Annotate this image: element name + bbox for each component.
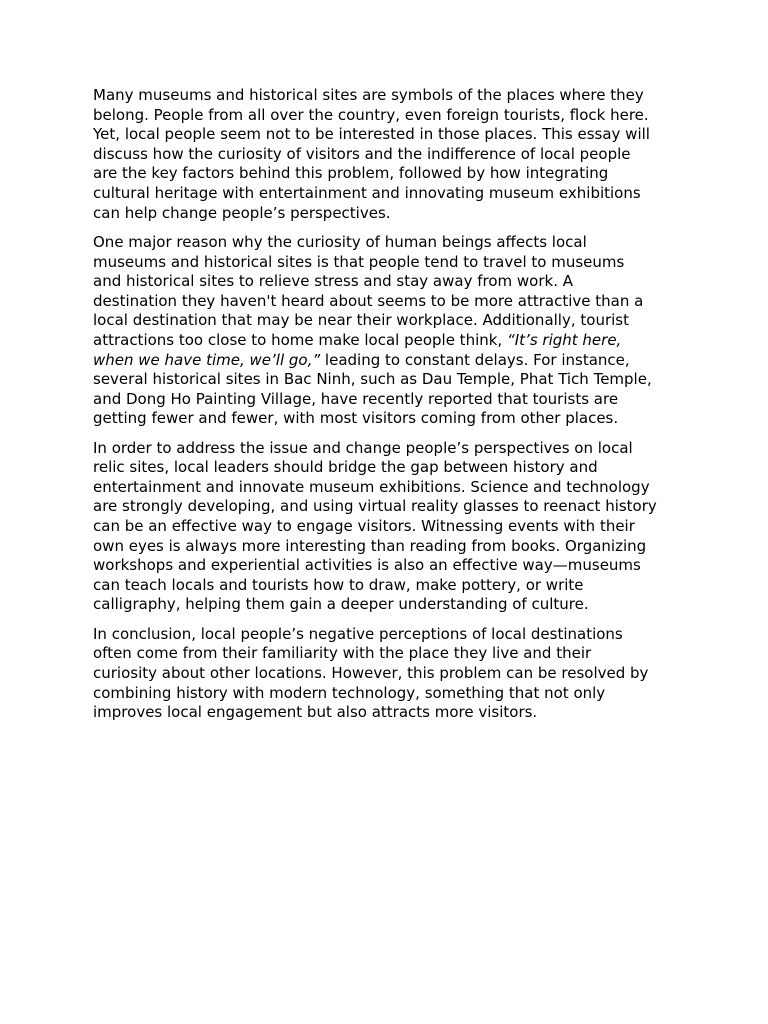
text-line: own eyes is always more interesting than reading from books. Organizing (93, 536, 647, 555)
text-line: Yet, local people seem not to be interested in those places. This essay will (93, 125, 650, 144)
text-run: leading to constant delays. For instance, (320, 350, 630, 369)
text-line: often come from their familiarity with the place they live and their (93, 644, 592, 663)
text-line: and Dong Ho Painting Village, have recently reported that tourists are (93, 389, 619, 408)
text-line: getting fewer and fewer, with most visitors coming from other places. (93, 409, 619, 428)
text-line: local destination that may be near their workplace. Additionally, tourist (93, 311, 629, 330)
text-line: improves local engagement but also attracts more visitors. (93, 703, 538, 722)
paragraph-conclusion (93, 625, 683, 723)
document-page (93, 86, 683, 733)
text-line: calligraphy, helping them gain a deeper understanding of culture. (93, 595, 589, 614)
text-line: can help change people’s perspectives. (93, 203, 391, 222)
text-line: discuss how the curiosity of visitors and the indifference of local people (93, 144, 631, 163)
text-line: In order to address the issue and change people’s perspectives on local (93, 438, 633, 457)
text-line (93, 331, 683, 351)
text-line: and historical sites to relieve stress and stay away from work. A (93, 272, 573, 291)
text-line: Many museums and historical sites are symbols of the places where they (93, 86, 644, 104)
text-line: curiosity about other locations. However, this problem can be resolved by (93, 664, 649, 683)
text-line: are the key factors behind this problem, followed by how integrating (93, 164, 609, 183)
text-line: museums and historical sites is that people tend to travel to museums (93, 252, 625, 271)
text-line: combining history with modern technology, something that not only (93, 683, 606, 702)
text-line: several historical sites in Bac Ninh, such as Dau Temple, Phat Tich Temple, (93, 370, 652, 389)
paragraph-solutions (93, 439, 683, 615)
text-line: can teach locals and tourists how to draw, make pottery, or write (93, 575, 584, 594)
text-line: entertainment and innovate museum exhibitions. Science and technology (93, 477, 650, 496)
text-line: relic sites, local leaders should bridge the gap between history and (93, 458, 598, 477)
text-line (93, 351, 683, 371)
italic-quote: “It’s right here, (506, 330, 622, 349)
text-line: belong. People from all over the country, even foreign tourists, flock here. (93, 105, 649, 124)
text-line: workshops and experiential activities is also an effective way—museums (93, 556, 641, 575)
text-line: destination they haven't heard about seems to be more attractive than a (93, 291, 644, 310)
text-line: are strongly developing, and using virtual reality glasses to reenact history (93, 497, 657, 516)
text-line: In conclusion, local people’s negative perceptions of local destinations (93, 624, 623, 643)
text-run: attractions too close to home make local people think, (93, 330, 507, 349)
italic-quote: when we have time, we’ll go,” (93, 350, 321, 369)
paragraph-curiosity-reason (93, 233, 683, 429)
text-line: One major reason why the curiosity of human beings affects local (93, 232, 587, 251)
text-line: can be an effective way to engage visitors. Witnessing events with their (93, 517, 635, 536)
paragraph-introduction (93, 86, 683, 223)
text-line: cultural heritage with entertainment and innovating museum exhibitions (93, 183, 641, 202)
